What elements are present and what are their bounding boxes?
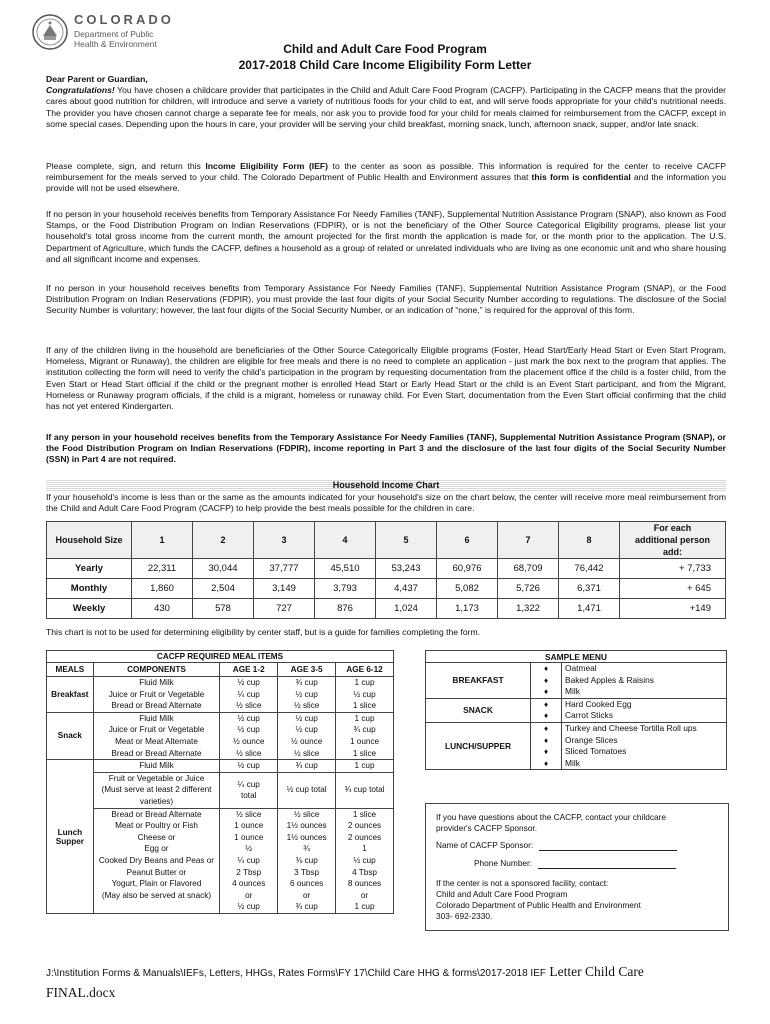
portion: ½ cup total xyxy=(278,772,336,808)
phone-number-row xyxy=(474,858,676,869)
table-row xyxy=(426,722,727,769)
cdphe-contact xyxy=(436,878,641,922)
table-cell: 3,793 xyxy=(315,579,376,599)
footer-path-tail: Letter Child Care xyxy=(545,964,644,979)
components-cell xyxy=(93,808,220,913)
diamond-bullet-icon: ♦ xyxy=(543,664,549,673)
letter-paragraph-5 xyxy=(46,345,726,412)
portion: ¾ cup xyxy=(295,678,318,687)
document-subtitle: 2017-2018 Child Care Income Eligibility Form Letter xyxy=(238,58,532,72)
components-cell xyxy=(93,712,220,759)
row-label: Weekly xyxy=(47,599,132,619)
size-header: 3 xyxy=(254,522,315,559)
sample-menu-title: SAMPLE MENU xyxy=(426,651,727,663)
component: Meat or Meat Alternate xyxy=(115,736,198,746)
portion: 1 xyxy=(362,844,367,854)
portion: ½ cup xyxy=(237,725,260,735)
portion: ½ ounce xyxy=(233,736,265,746)
component: Juice or Fruit or Vegetable xyxy=(108,689,205,699)
menu-meal-label: SNACK xyxy=(426,698,531,722)
component: (May also be served at snack) xyxy=(101,890,212,900)
paragraph-5-text: If any of the children living in the household are beneficiaries of the Other Source Categorically Eligible programs (Foster, Head Start/Early Head Start or Even Start Program, Homeless, Migrant or Runaway), the children are eligible for free meals and there is no need to complete an application - just mark the box next to the program that applies. The institution collecting the form will need to verify the child's participation in the program by requesting documentation from the placement office if the child is a foster child, from the Even Start or Head Start official if the child or the pregnant mother is enrolled Head Start or Early Head Start or the child is an Event Start participant, and from the Migrant, Homeless or Runaway program officials, if the child is a migrant, homeless or runaway child. For Even Start, documentation from the Even Start official confirming that the child has not yet entered Kindergarten. xyxy=(46,345,726,412)
table-row xyxy=(426,663,727,699)
paragraph-1-text: You have chosen a childcare provider that participates in the Child and Adult Care Food Program (CACFP). Participating in the CACFP means that the provider cares about good nutrition for children, will introduce and serve a variety of nutritious foods for your child to eat, and will serve foods appropriate for your child's nutritional needs. The provider you have chosen cannot charge a separate fee for meals, nor ask you to provide food for your child for meals claimed for reimbursement from the CACFP, except in some special cases. Depending upon the hours in care, your provider will be serving your child breakfast, morning snack, lunch, afternoon snack, supper, and/or late snack. xyxy=(46,85,726,129)
meal-items-title-row xyxy=(47,651,394,663)
table-cell: 1,322 xyxy=(498,599,559,619)
portion: 1 cup xyxy=(354,902,375,912)
sample-menu-title-row xyxy=(426,651,727,663)
table-cell: 60,976 xyxy=(437,559,498,579)
menu-meal-label: BREAKFAST xyxy=(426,663,531,699)
table-cell: 37,777 xyxy=(254,559,315,579)
table-cell: 1,860 xyxy=(132,579,193,599)
table-cell: 45,510 xyxy=(315,559,376,579)
portion: ½ cup xyxy=(237,713,260,723)
portion: 1 ounce xyxy=(234,821,264,831)
table-cell: 22,311 xyxy=(132,559,193,579)
size-header: 6 xyxy=(437,522,498,559)
diamond-bullet-icon: ♦ xyxy=(543,675,549,685)
portion: 2 ounces xyxy=(347,832,382,842)
supper-label: Supper xyxy=(55,836,84,846)
portion: 4 ounces xyxy=(232,879,266,889)
table-cell: 53,243 xyxy=(376,559,437,579)
paragraph-2-text-e: and the information you provide will not be used elsewhere. xyxy=(46,172,726,194)
portion-cell xyxy=(336,712,394,759)
table-cell: 727 xyxy=(254,599,315,619)
component-spacer xyxy=(94,901,220,913)
portion: 2 ounces xyxy=(347,821,382,831)
components-cell xyxy=(93,772,220,808)
portion: 1 cup xyxy=(354,713,375,723)
table-cell: 3,149 xyxy=(254,579,315,599)
component: Bread or Bread Alternate xyxy=(111,701,202,711)
components-header: COMPONENTS xyxy=(93,663,220,677)
bullet-cell xyxy=(531,663,562,699)
meal-label: Snack xyxy=(47,712,94,759)
portion: ½ cup xyxy=(295,713,318,723)
portion: ½ ounce xyxy=(290,736,323,746)
portion-cell xyxy=(278,808,336,913)
menu-items-cell xyxy=(562,698,727,722)
age-6-12-header: AGE 6-12 xyxy=(336,663,394,677)
sponsor-info-box xyxy=(425,803,729,931)
size-header: 4 xyxy=(315,522,376,559)
portion: or xyxy=(302,890,311,900)
portion: ¾ xyxy=(303,844,311,854)
income-chart-note-text: This chart is not to be used for determining eligibility by center staff, but is a guide for families completing the form. xyxy=(46,627,481,637)
portion: ¼ cup xyxy=(237,689,260,699)
sponsor-name-field[interactable] xyxy=(539,841,677,851)
table-cell: 1,173 xyxy=(437,599,498,619)
sample-menu-table xyxy=(425,650,727,770)
document-title: Child and Adult Care Food Program xyxy=(283,42,487,56)
info-line: Child and Adult Care Food Program xyxy=(436,889,568,899)
size-header: 7 xyxy=(498,522,559,559)
portion: ¾ cup xyxy=(278,760,336,773)
menu-items-cell xyxy=(562,663,727,699)
table-row xyxy=(47,599,726,619)
portion-cell xyxy=(278,677,336,713)
table-cell: 876 xyxy=(315,599,376,619)
portion: ⅜ cup xyxy=(295,855,318,865)
component: Fluid Milk xyxy=(139,713,174,723)
portion: ½ cup xyxy=(295,725,318,735)
letter-paragraph-6 xyxy=(46,432,726,466)
letter-paragraph-3 xyxy=(46,209,726,265)
phone-number-label: Phone Number: xyxy=(474,858,533,868)
info-line: provider's CACFP Sponsor. xyxy=(436,823,538,833)
household-size-header: Household Size xyxy=(47,522,132,559)
income-chart-title: Household Income Chart xyxy=(332,480,440,490)
table-cell: 430 xyxy=(132,599,193,619)
portion: 1 cup xyxy=(336,760,394,773)
paragraph-3-text: If no person in your household receives benefits from Temporary Assistance For Needy Families (TANF), Supplemental Nutrition Assistance Program (SNAP), also known as Food Stamps, or the Food Distribution Program on Indian Reservations (FDPIR), or is not the beneficiary of the Other Source Categorical Eligibility programs, please list your household's total gross income from the current month, the amount projected for the first month the application is made for, or the month prior to the application. The U.S. Department of Agriculture, which funds the CACFP, defines a household as a group of related or unrelated individuals who are living as one economic unit and who share housing and all significant income and expenses. xyxy=(46,209,726,264)
table-row xyxy=(47,559,726,579)
income-table-header xyxy=(47,522,726,559)
menu-item: Turkey and Cheese Tortilla Roll ups xyxy=(565,722,697,733)
portion: ½ cup xyxy=(237,678,260,687)
menu-item: Oatmeal xyxy=(565,663,597,673)
sponsor-question xyxy=(436,812,666,834)
component: Fluid Milk xyxy=(139,678,174,687)
menu-items-cell xyxy=(562,722,727,769)
portion-cell xyxy=(278,712,336,759)
portion: ½ cup xyxy=(220,760,278,773)
portion: ½ slice xyxy=(235,748,262,758)
info-line: If you have questions about the CACFP, contact your childcare xyxy=(436,812,666,822)
component: Bread or Bread Alternate xyxy=(111,809,202,819)
table-cell: 1,024 xyxy=(376,599,437,619)
portion: 1 ounce xyxy=(349,736,380,746)
diamond-bullet-icon: ♦ xyxy=(543,747,549,757)
paragraph-4-text: If no person in your household receives benefits from Temporary Assistance For Needy Families (TANF), Supplemental Nutrition Assistance Program (SNAP), or the Food Distribution Program on Indian Reservations (FDPIR), you must provide the last four digits of your Social Security Number according to regulations. The disclosure of the Social Security Number is voluntary; however, the last four digits of the Social Security Number, or an indication of “none,” is required for the approval of this form. xyxy=(46,283,726,316)
portion: 1½ ounces xyxy=(286,821,327,831)
portion: ½ cup xyxy=(237,902,260,912)
table-cell: 2,504 xyxy=(193,579,254,599)
component: Fluid Milk xyxy=(93,760,220,773)
portion: 1 slice xyxy=(352,809,377,819)
diamond-bullet-icon: ♦ xyxy=(543,711,549,721)
paragraph-2-text-c: to the center as soon as possible. This information is required for the center to receive CACFP reimbursement for the meals served to your child. The Colorado Department of Public Health and Environment assures that xyxy=(46,161,726,183)
paragraph-2-text-a: Please complete, sign, and return this xyxy=(46,161,206,171)
menu-meal-label: LUNCH/SUPPER xyxy=(426,722,531,769)
table-cell: + 7,733 xyxy=(620,559,726,579)
table-row xyxy=(47,808,394,913)
portion-cell xyxy=(220,677,278,713)
household-income-table xyxy=(46,521,726,619)
portion: ¾ cup xyxy=(295,902,318,912)
portion: 1 ounce xyxy=(234,832,264,842)
letter-paragraph-4 xyxy=(46,283,726,317)
footer-filename: FINAL.docx xyxy=(46,985,116,1000)
file-path-footer xyxy=(46,962,644,1002)
menu-item: Carrot Sticks xyxy=(565,710,613,721)
menu-item: Milk xyxy=(565,757,580,768)
component: Yogurt, Plain or Flavored xyxy=(111,879,202,889)
table-cell: 5,082 xyxy=(437,579,498,599)
portion-cell xyxy=(336,808,394,913)
portion: 3 Tbsp xyxy=(294,867,320,877)
table-row xyxy=(47,579,726,599)
table-row xyxy=(426,698,727,722)
component: Meat or Poultry or Fish xyxy=(115,821,198,831)
sponsor-name-label: Name of CACFP Sponsor: xyxy=(436,840,534,850)
paragraph-2-confidential: this form is confidential xyxy=(531,172,631,183)
meal-items-column-headers xyxy=(47,663,394,677)
component: varieties) xyxy=(139,796,174,806)
diamond-bullet-icon: ♦ xyxy=(543,699,549,709)
component: Juice or Fruit or Vegetable xyxy=(108,725,205,735)
age-1-2-header: AGE 1-2 xyxy=(220,663,278,677)
component: (Must serve at least 2 different xyxy=(101,785,212,795)
table-cell: 6,371 xyxy=(559,579,620,599)
size-header: 5 xyxy=(376,522,437,559)
income-chart-intro-text: If your household's income is less than or the same as the amounts indicated for your household's size on the chart below, the center will receive more meal reimbursement from the Child and Adult Care Food Program (CACFP) to help provide the best meals possible for the children in care. xyxy=(46,492,726,514)
lunch-label: Lunch xyxy=(57,827,83,837)
portion: ¾ cup xyxy=(353,725,376,735)
table-row xyxy=(47,677,394,713)
component: Egg or xyxy=(144,844,169,854)
portion: 1 slice xyxy=(352,701,377,711)
portion: or xyxy=(245,890,253,900)
portion: ½ slice xyxy=(293,809,320,819)
table-cell: 76,442 xyxy=(559,559,620,579)
meal-items-title: CACFP REQUIRED MEAL ITEMS xyxy=(47,651,394,663)
table-cell: 4,437 xyxy=(376,579,437,599)
component: Cooked Dry Beans and Peas or xyxy=(98,855,215,865)
paragraph-2-ief: Income Eligibility Form (IEF) xyxy=(205,161,329,171)
portion: ¼ cup xyxy=(237,855,260,865)
table-row xyxy=(47,712,394,759)
portion: ½ slice xyxy=(293,701,320,711)
components-cell xyxy=(93,677,220,713)
portion-cell xyxy=(336,677,394,713)
portion: ½ slice xyxy=(235,809,262,819)
table-cell: 68,709 xyxy=(498,559,559,579)
row-label: Monthly xyxy=(47,579,132,599)
menu-item: Baked Apples & Raisins xyxy=(565,674,654,685)
table-cell: +149 xyxy=(620,599,726,619)
portion: 1 cup xyxy=(354,678,375,687)
portion: ½ cup xyxy=(295,689,318,699)
portion: 2 Tbsp xyxy=(236,867,262,877)
congrats-lead: Congratulations! xyxy=(46,85,115,96)
portion: ½ slice xyxy=(293,748,320,758)
table-row xyxy=(47,760,394,773)
component: Fruit or Vegetable or Juice xyxy=(108,773,205,783)
menu-item: Sliced Tomatoes xyxy=(565,746,627,757)
diamond-bullet-icon: ♦ xyxy=(543,735,549,745)
portion: 6 ounces xyxy=(289,879,324,889)
income-chart-title-bar xyxy=(46,480,726,491)
portion-cell xyxy=(220,772,278,808)
portion: ¾ cup total xyxy=(336,772,394,808)
portion: ¼ cup xyxy=(237,779,260,789)
menu-item: Orange Slices xyxy=(565,734,618,745)
paragraph-6-text: If any person in your household receives benefits from the Temporary Assistance For Needy Families (TANF), Supplemental Nutrition Assistance Program (SNAP), or the Food Distribution Program on Indian Reservations (FDPIR), income reporting in Part 3 and the disclosure of the last four digits of the Social Security Number (SSN) in Part 4 are not required. xyxy=(46,432,726,465)
menu-item: Hard Cooked Egg xyxy=(565,698,632,709)
portion: ½ cup xyxy=(353,855,376,865)
letter-paragraph-1 xyxy=(46,74,726,130)
portion: ½ slice xyxy=(235,701,262,711)
meal-label: Breakfast xyxy=(47,677,94,713)
table-cell: + 645 xyxy=(620,579,726,599)
org-state: COLORADO xyxy=(74,12,174,27)
additional-person-header: For each additional person add: xyxy=(620,522,726,559)
table-cell: 5,726 xyxy=(498,579,559,599)
meal-label xyxy=(47,760,94,914)
portion: 8 ounces xyxy=(347,879,382,889)
table-cell: 1,471 xyxy=(559,599,620,619)
sponsor-name-row xyxy=(436,840,677,851)
phone-number-field[interactable] xyxy=(538,859,676,869)
letter-paragraph-2 xyxy=(46,161,726,195)
portion: ½ cup xyxy=(353,689,376,699)
income-chart-note xyxy=(46,627,726,638)
table-cell: 30,044 xyxy=(193,559,254,579)
portion: total xyxy=(240,791,257,801)
size-header: 8 xyxy=(559,522,620,559)
meal-items-table xyxy=(46,650,394,914)
info-line: Colorado Department of Public Health and Environment xyxy=(436,900,641,910)
table-row xyxy=(47,772,394,808)
bullet-cell xyxy=(531,698,562,722)
income-chart-intro xyxy=(46,492,726,514)
footer-path: J:\Institution Forms & Manuals\IEFs, Letters, HHGs, Rates Forms\FY 17\Child Care HHG & forms\2017-2018 IEF xyxy=(46,968,546,979)
size-header: 2 xyxy=(193,522,254,559)
portion-cell xyxy=(220,712,278,759)
org-dept-line1: Department of Public xyxy=(74,29,154,39)
greeting: Dear Parent or Guardian, xyxy=(46,74,148,84)
portion-cell xyxy=(220,808,278,913)
component: Bread or Bread Alternate xyxy=(111,748,202,758)
info-line: 303- 692-2330. xyxy=(436,911,493,921)
table-cell: 578 xyxy=(193,599,254,619)
info-line: If the center is not a sponsored facility, contact: xyxy=(436,878,609,888)
age-3-5-header: AGE 3-5 xyxy=(278,663,336,677)
portion: ½ xyxy=(245,844,253,854)
diamond-bullet-icon: ♦ xyxy=(543,758,549,768)
menu-item: Milk xyxy=(565,686,580,697)
org-dept-line2: Health & Environment xyxy=(74,39,157,49)
row-label: Yearly xyxy=(47,559,132,579)
bullet-cell xyxy=(531,722,562,769)
portion: 4 Tbsp xyxy=(352,867,377,877)
portion: 1 slice xyxy=(352,748,377,758)
meals-header: MEALS xyxy=(47,663,94,677)
component: Peanut Butter or xyxy=(126,867,187,877)
component: Cheese or xyxy=(137,832,176,842)
size-header: 1 xyxy=(132,522,193,559)
diamond-bullet-icon: ♦ xyxy=(543,687,549,697)
portion: or xyxy=(360,890,369,900)
portion: 1½ ounces xyxy=(286,832,327,842)
diamond-bullet-icon: ♦ xyxy=(543,723,549,733)
